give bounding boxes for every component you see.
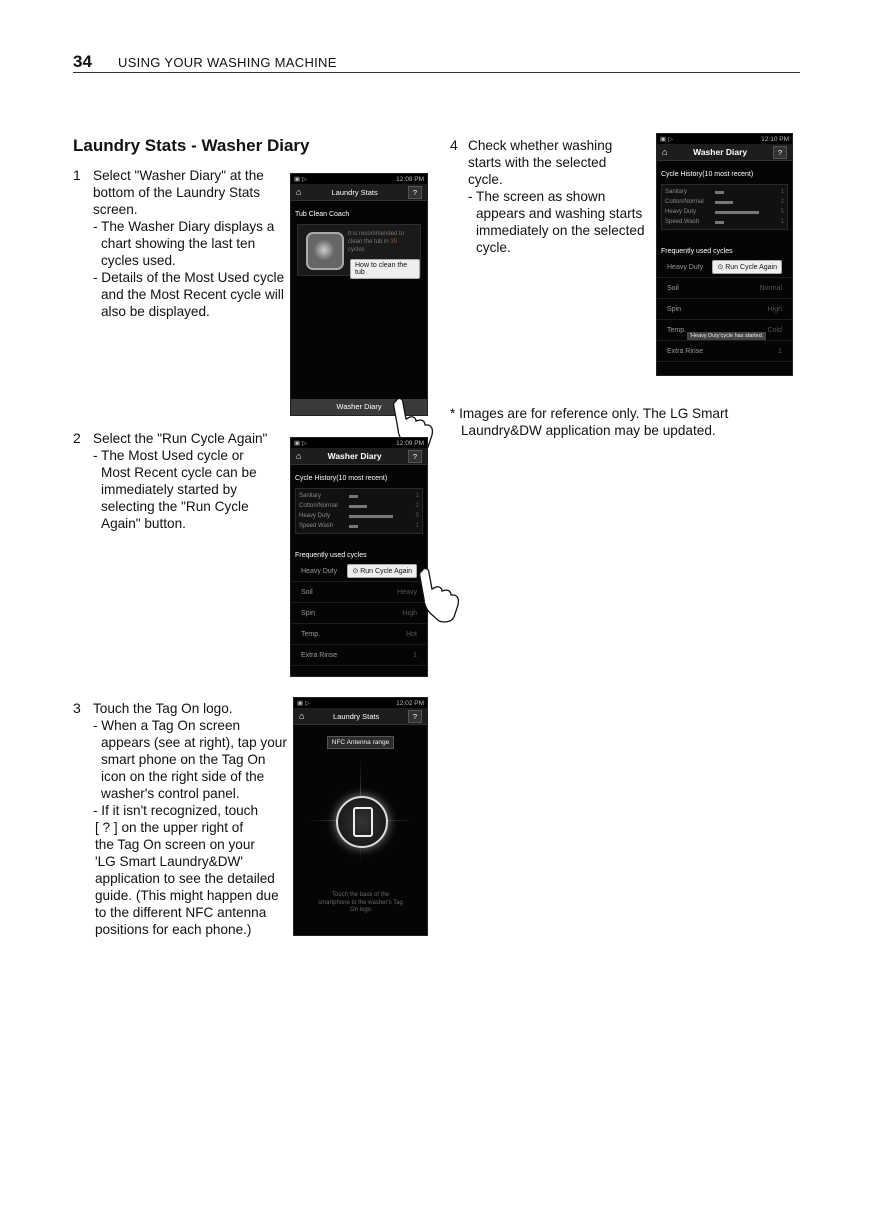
chart-value: 1 — [780, 219, 784, 225]
chart-label: Sanitary — [665, 189, 688, 195]
step-2-text — [93, 430, 289, 532]
chart-row — [665, 207, 784, 217]
home-icon[interactable]: ⌂ — [296, 451, 302, 461]
chart-bar — [715, 201, 733, 204]
help-button[interactable]: ? — [773, 146, 787, 159]
app-bar — [657, 144, 792, 161]
washer-diary-button[interactable]: Washer Diary — [291, 399, 427, 415]
chart-value: 5 — [415, 513, 419, 519]
chart-bar — [715, 221, 724, 224]
card-text: It is recommended to — [348, 231, 405, 237]
step-2-sub: - The Most Used cycle or Most Recent cycle can be immediately started by selecting the "Run Cycle Again" button. — [93, 448, 257, 531]
step-4-number: 4 — [450, 137, 458, 153]
page-number: 34 — [73, 52, 92, 71]
setting-row — [657, 299, 792, 320]
setting-label: Spin — [301, 609, 316, 617]
setting-value: 1 — [413, 651, 417, 659]
chart-bar — [349, 505, 367, 508]
setting-value: Cold — [767, 326, 782, 334]
frequently-used-title: Frequently used cycles — [661, 248, 733, 255]
help-button[interactable]: ? — [408, 186, 422, 199]
run-cycle-again-button[interactable]: ⊙ Run Cycle Again — [347, 564, 417, 578]
app-bar — [291, 448, 427, 465]
setting-label: Soil — [667, 284, 679, 292]
home-icon[interactable]: ⌂ — [662, 147, 668, 157]
step-3-sub: [ ? ] on the upper right of — [95, 820, 244, 835]
instruction-line: On logo — [349, 907, 371, 913]
step-3-sub: - When a Tag On screen appears (see at right), tap your smart phone on the Tag On icon on the right side of the washer's control panel. — [93, 718, 287, 801]
instruction-line: Touch the back of the — [331, 892, 390, 898]
help-button[interactable]: ? — [408, 450, 422, 463]
step-1-sub: - Details of the Most Used cycle and the Most Recent cycle will also be displayed. — [93, 270, 285, 319]
chart-row — [665, 217, 784, 227]
cycle-label: Heavy Duty — [301, 567, 338, 575]
nfc-antenna-label: NFC Antenna range — [327, 736, 394, 749]
cycle-history-title: Cycle History(10 most recent) — [295, 475, 388, 482]
setting-label: Temp. — [301, 630, 321, 638]
home-icon[interactable]: ⌂ — [296, 187, 302, 197]
setting-row — [657, 278, 792, 299]
app-bar — [294, 708, 427, 725]
chart-value: 5 — [780, 209, 784, 215]
cycle-label: Heavy Duty — [667, 263, 704, 271]
step-3-sub: - If it isn't recognized, touch — [93, 803, 259, 818]
setting-label: Extra Rinse — [301, 651, 338, 659]
home-icon[interactable]: ⌂ — [299, 711, 305, 721]
cycle-started-toast: 'Heavy Duty'cycle has started. — [687, 332, 766, 340]
phone-cycle-started — [656, 133, 793, 376]
step-1-line: Select "Washer Diary" at the — [93, 168, 264, 183]
chart-value: 1 — [780, 189, 784, 195]
chart-bar — [349, 525, 358, 528]
instruction-line: smartphone to the washer's Tag — [318, 899, 403, 906]
washer-drum-icon — [306, 232, 344, 270]
app-title: Washer Diary — [693, 147, 748, 157]
chart-value: 2 — [415, 503, 419, 509]
run-cycle-again-label: Run Cycle Again — [725, 264, 777, 271]
hand-pointer-icon — [414, 565, 464, 625]
chart-label: Heavy Duty — [665, 209, 697, 215]
setting-row — [291, 645, 427, 666]
setting-value: 1 — [778, 347, 782, 355]
section-title: Laundry Stats - Washer Diary — [73, 136, 310, 155]
setting-value: Heavy — [397, 588, 417, 596]
status-time: 12:09 PM — [396, 439, 424, 447]
setting-row — [657, 320, 792, 341]
run-cycle-again-label: Run Cycle Again — [360, 568, 412, 575]
frequently-used-title: Frequently used cycles — [295, 552, 367, 559]
chart-row — [299, 511, 419, 521]
setting-row — [291, 582, 427, 603]
card-text: cycles — [348, 247, 365, 253]
step-3-number: 3 — [73, 700, 81, 716]
app-title: Laundry Stats — [332, 711, 380, 721]
setting-label: Soil — [301, 588, 313, 596]
card-text: clean the tub in — [348, 239, 389, 245]
status-bar: ▣ ▷ 12:09 PM — [291, 438, 427, 448]
cycle-history-chart — [295, 488, 423, 534]
phone-tag-on — [293, 697, 428, 936]
step-3-sub: the Tag On screen on your 'LG Smart Laundry&DW' application to see the detailed guide. (This might happen due to the different NFC antenna positions for each phone.) — [95, 837, 279, 937]
chart-bar — [349, 495, 358, 498]
chart-value: 2 — [780, 199, 784, 205]
status-time: 12:10 PM — [761, 135, 789, 143]
setting-value: Hot — [406, 630, 417, 638]
step-3-text — [93, 700, 289, 938]
phone-washer-diary — [290, 437, 428, 677]
chart-label: Speed Wash — [299, 523, 334, 529]
status-time: 12:08 PM — [396, 175, 424, 183]
step-1-sub: - The Washer Diary displays a chart showing the last ten cycles used. — [93, 219, 275, 268]
status-bar: ▣ ▷ 12:10 PM — [657, 134, 792, 144]
step-4-line: starts with the selected — [468, 155, 607, 170]
setting-value: High — [767, 305, 782, 313]
phone-laundry-stats — [290, 173, 428, 416]
step-1-number: 1 — [73, 167, 81, 183]
cycle-row — [291, 561, 427, 582]
tag-on-instruction — [294, 892, 427, 915]
chart-bar — [715, 211, 759, 214]
chart-label: Cotton/Normal — [299, 503, 338, 509]
reference-note: * Images are for reference only. The LG Smart Laundry&DW application may be updated. — [450, 406, 729, 438]
setting-row — [291, 603, 427, 624]
chart-value: 1 — [415, 493, 419, 499]
step-4-line: cycle. — [468, 172, 503, 187]
status-time: 12:02 PM — [396, 699, 424, 707]
cycle-row — [657, 257, 792, 278]
chart-row — [665, 187, 784, 197]
chart-label: Heavy Duty — [299, 513, 331, 519]
step-4-text — [468, 137, 650, 256]
status-bar: ▣ ▷ 12:02 PM — [294, 698, 427, 708]
setting-label: Spin — [667, 305, 682, 313]
setting-value: Normal — [759, 284, 782, 292]
setting-label: Temp. — [667, 326, 687, 334]
how-to-clean-button[interactable]: How to clean the tub — [350, 259, 420, 279]
run-cycle-again-button[interactable]: ⊙ Run Cycle Again — [712, 260, 782, 274]
app-title: Washer Diary — [327, 451, 382, 461]
cycle-count: 30 — [390, 239, 398, 245]
step-3-line: Touch the Tag On logo. — [93, 701, 233, 716]
step-2-line: Select the "Run Cycle Again" — [93, 431, 268, 446]
setting-value: High — [402, 609, 417, 617]
chart-label: Sanitary — [299, 493, 322, 499]
chart-row — [299, 491, 419, 501]
step-1-line: screen. — [93, 202, 138, 217]
chart-row — [299, 501, 419, 511]
setting-label: Extra Rinse — [667, 347, 704, 355]
step-1-text — [93, 167, 285, 320]
chart-label: Cotton/Normal — [665, 199, 704, 205]
app-title: Laundry Stats — [331, 187, 378, 197]
page-header: USING YOUR WASHING MACHINE — [118, 55, 337, 70]
tub-clean-coach-title: Tub Clean Coach — [295, 211, 350, 218]
app-bar — [291, 184, 427, 201]
header-rule — [73, 72, 800, 73]
chart-row — [299, 521, 419, 531]
chart-bar — [349, 515, 393, 518]
help-button[interactable]: ? — [408, 710, 422, 723]
tub-clean-card — [297, 224, 421, 276]
tag-on-logo-icon[interactable] — [336, 796, 388, 848]
chart-row — [665, 197, 784, 207]
setting-row — [657, 341, 792, 362]
step-4-line: Check whether washing — [468, 138, 613, 153]
cycle-history-title: Cycle History(10 most recent) — [661, 171, 754, 178]
chart-value: 1 — [415, 523, 419, 529]
setting-row — [291, 624, 427, 645]
step-2-number: 2 — [73, 430, 81, 446]
status-bar: ▣ ▷ 12:08 PM — [291, 174, 427, 184]
step-1-line: bottom of the Laundry Stats — [93, 185, 261, 200]
chart-label: Speed Wash — [665, 219, 700, 225]
step-4-sub: - The screen as shown appears and washing starts immediately on the selected cycle. — [468, 189, 645, 255]
cycle-history-chart — [661, 184, 788, 230]
chart-bar — [715, 191, 724, 194]
